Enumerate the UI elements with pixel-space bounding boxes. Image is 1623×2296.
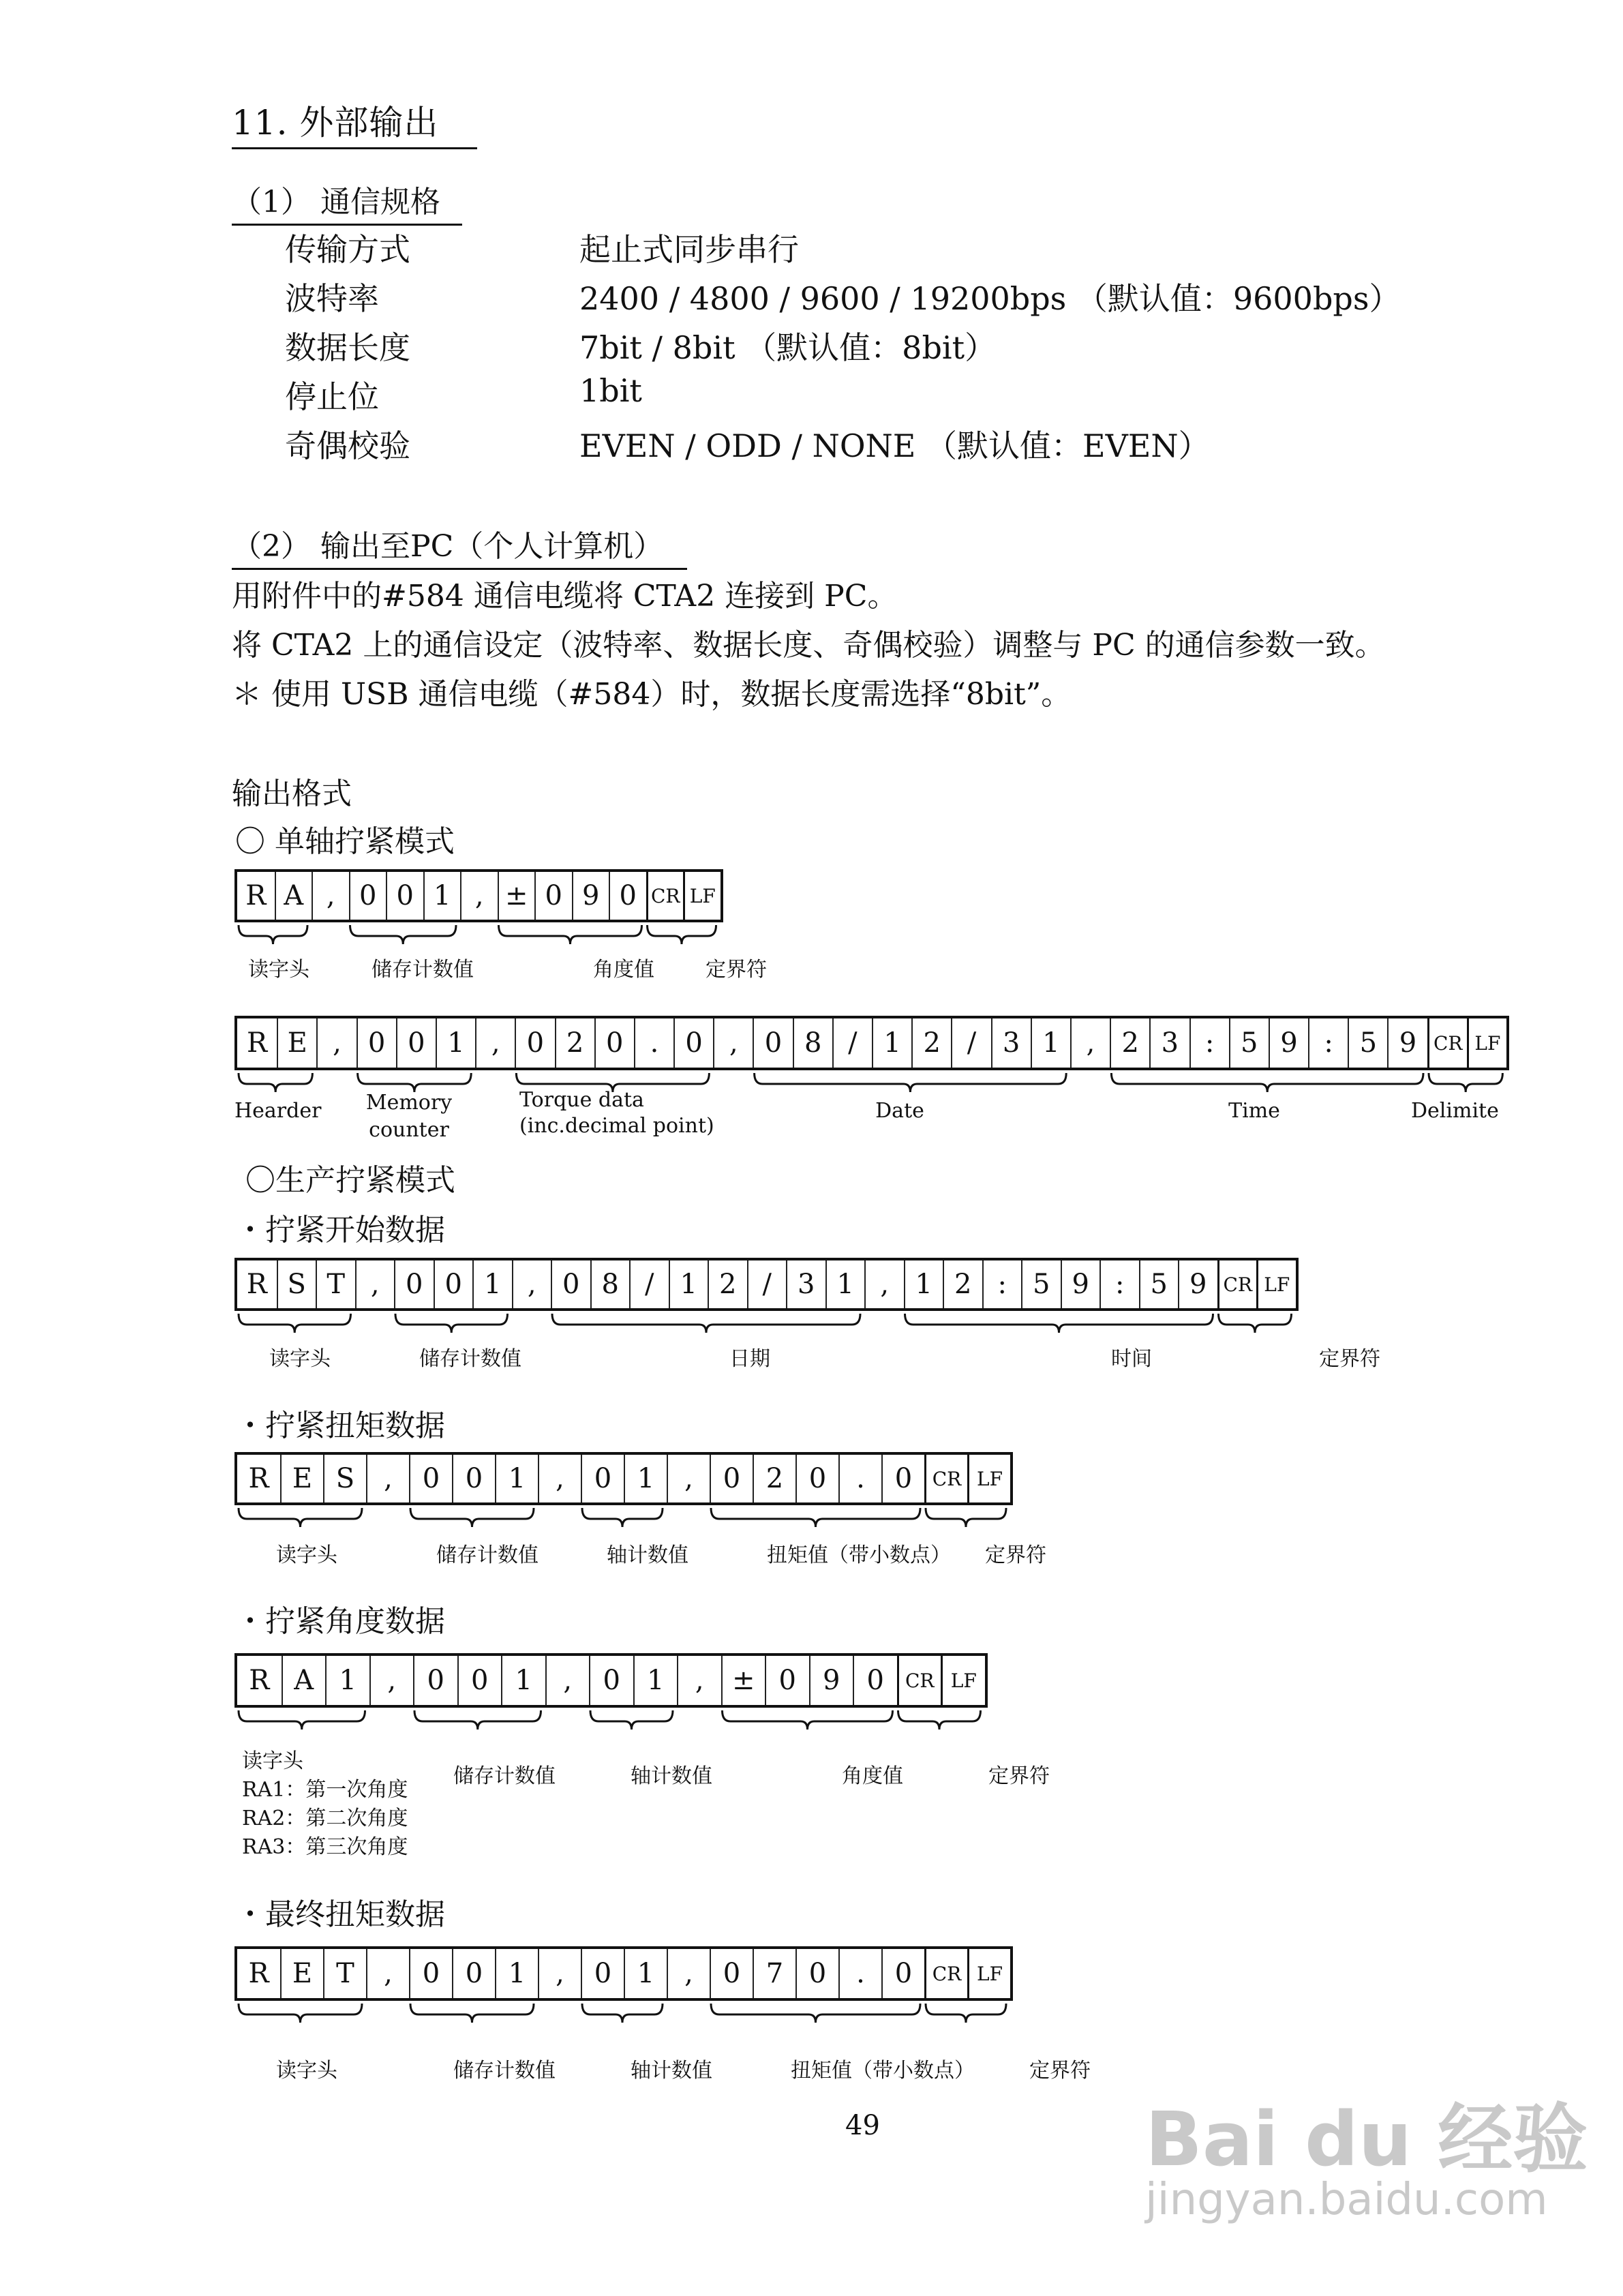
label-memory-en: Memory bbox=[365, 1091, 453, 1115]
frame-cell: , bbox=[677, 1656, 721, 1705]
label-torque: 扭矩值（带小数点） bbox=[767, 1543, 951, 1567]
torque-data-heading: ・拧紧扭矩数据 bbox=[235, 1408, 445, 1443]
frame-cell: 5 bbox=[1348, 1018, 1387, 1068]
label-header: 读字头 bbox=[242, 1749, 303, 1773]
frame-cell: , bbox=[366, 1949, 409, 1998]
frame-cell: R bbox=[247, 1027, 268, 1059]
spec-value: 7bit / 8bit （默认值：8bit） bbox=[579, 329, 997, 366]
field-brace bbox=[239, 1508, 362, 1527]
frame-cell: 1 bbox=[495, 1455, 538, 1502]
frame-cell: E bbox=[280, 1949, 323, 1998]
frame-cell: 0 bbox=[413, 1656, 457, 1705]
frame-cell: / bbox=[951, 1018, 990, 1068]
frame-cell: 1 bbox=[904, 1260, 943, 1308]
section2-heading: （2） 输出至PC（个人计算机） bbox=[232, 522, 687, 570]
frame-cell: 5 bbox=[1139, 1260, 1179, 1308]
frame-cell: , bbox=[1070, 1018, 1110, 1068]
frame-control-cell: CR bbox=[924, 1949, 967, 1998]
label-delimiter: 定界符 bbox=[985, 1543, 1046, 1567]
frame-cell: 0 bbox=[881, 1455, 924, 1502]
spec-label: 奇偶校验 bbox=[285, 427, 410, 464]
frame-cell: 0 bbox=[349, 872, 386, 920]
frame-cell: : bbox=[1099, 1260, 1139, 1308]
frame-cell: 0 bbox=[581, 1455, 624, 1502]
spec-label: 波特率 bbox=[285, 280, 379, 317]
page-title: 11. 外部输出 bbox=[232, 95, 477, 149]
label-memory-counter: 储存计数值 bbox=[436, 1543, 539, 1567]
start-data-heading: ・拧紧开始数据 bbox=[235, 1213, 445, 1248]
label-torque: 扭矩值（带小数点） bbox=[791, 2059, 975, 2083]
frame-cell: 0 bbox=[452, 1949, 495, 1998]
frame-cell: 9 bbox=[1178, 1260, 1217, 1308]
frame-cell: 2 bbox=[753, 1455, 795, 1502]
paragraph-line: ＊ 使用 USB 通信电缆（#584）时，数据长度需选择“8bit”。 bbox=[232, 677, 1072, 712]
label-ra1-note: RA1：第一次角度 bbox=[242, 1778, 408, 1802]
frame-cell: 0 bbox=[409, 1455, 452, 1502]
label-decimal-en: (inc.decimal point) bbox=[519, 1114, 714, 1138]
frame-cell: , bbox=[369, 1656, 414, 1705]
label-date: 日期 bbox=[729, 1347, 770, 1371]
frame-cell: 0 bbox=[795, 1949, 838, 1998]
frame-cell: 0 bbox=[357, 1018, 396, 1068]
frame-cell: : bbox=[1308, 1018, 1348, 1068]
label-delimiter: 定界符 bbox=[1319, 1347, 1380, 1371]
frame-cell: 2 bbox=[555, 1018, 594, 1068]
frame-cell: 0 bbox=[452, 1455, 495, 1502]
field-brace bbox=[898, 1710, 981, 1729]
frame-cell: , bbox=[460, 872, 498, 920]
paragraph-line: 用附件中的#584 通信电缆将 CTA2 连接到 PC。 bbox=[232, 579, 898, 614]
field-brace bbox=[926, 2004, 1006, 2023]
frame-cell: , bbox=[366, 1455, 409, 1502]
spec-value: 起止式同步串行 bbox=[579, 231, 799, 268]
field-brace bbox=[905, 1314, 1213, 1333]
field-brace bbox=[350, 925, 457, 944]
label-ra2-note: RA2：第二次角度 bbox=[242, 1807, 408, 1830]
frame-cell: 9 bbox=[809, 1656, 853, 1705]
frame-cell: 0 bbox=[409, 1949, 452, 1998]
frame-cell: . bbox=[634, 1018, 673, 1068]
frame-cell: , bbox=[475, 1018, 515, 1068]
field-brace bbox=[410, 1508, 534, 1527]
label-header: 读字头 bbox=[269, 1347, 331, 1371]
frame-ra1 bbox=[234, 1653, 988, 1708]
label-axis-counter: 轴计数值 bbox=[631, 2059, 712, 2083]
frame-cell: 9 bbox=[1387, 1018, 1427, 1068]
frame-res bbox=[234, 1452, 1013, 1505]
frame-cell: 7 bbox=[753, 1949, 795, 1998]
single-mode-heading: 〇 单轴拧紧模式 bbox=[235, 824, 455, 859]
field-brace bbox=[590, 1710, 673, 1729]
frame-cell: 2 bbox=[708, 1260, 747, 1308]
frame-cell: 1 bbox=[872, 1018, 911, 1068]
label-delimiter: 定界符 bbox=[988, 1764, 1050, 1788]
production-mode-heading: 〇生产拧紧模式 bbox=[245, 1163, 455, 1198]
spec-label: 传输方式 bbox=[285, 231, 410, 268]
frame-cell: ± bbox=[498, 872, 535, 920]
frame-cell: 0 bbox=[710, 1949, 753, 1998]
frame-control-cell: CR bbox=[1217, 1260, 1257, 1308]
frame-cell: 0 bbox=[457, 1656, 502, 1705]
field-brace bbox=[1111, 1073, 1423, 1092]
frame-cell: T bbox=[316, 1260, 355, 1308]
frame-cell: 0 bbox=[551, 1260, 590, 1308]
field-brace bbox=[395, 1314, 508, 1333]
label-counter-en: counter bbox=[369, 1118, 449, 1142]
frame-cell: / bbox=[747, 1260, 787, 1308]
frame-control-cell: LF bbox=[1256, 1260, 1296, 1308]
frame-cell: 0 bbox=[753, 1018, 792, 1068]
frame-cell: 5 bbox=[1229, 1018, 1269, 1068]
page-number: 49 bbox=[845, 2110, 880, 2141]
output-format-heading: 输出格式 bbox=[232, 776, 352, 811]
frame-cell: 1 bbox=[624, 1455, 667, 1502]
frame-cell: , bbox=[312, 872, 349, 920]
frame-cell: , bbox=[667, 1455, 710, 1502]
frame-cell: 0 bbox=[589, 1656, 633, 1705]
spec-value: 2400 / 4800 / 9600 / 19200bps （默认值：9600bps） bbox=[579, 280, 1401, 317]
frame-cell: 8 bbox=[590, 1260, 630, 1308]
frame-cell: . bbox=[838, 1455, 881, 1502]
label-angle: 角度值 bbox=[593, 958, 654, 982]
field-brace bbox=[755, 1073, 1067, 1092]
field-brace bbox=[711, 1508, 920, 1527]
angle-data-heading: ・拧紧角度数据 bbox=[235, 1604, 445, 1639]
field-brace bbox=[239, 2004, 362, 2023]
frame-cell: , bbox=[667, 1949, 710, 1998]
frame-cell: ± bbox=[721, 1656, 765, 1705]
frame-cell: 1 bbox=[495, 1949, 538, 1998]
frame-cell: 0 bbox=[394, 1260, 434, 1308]
frame-cell: 0 bbox=[594, 1018, 634, 1068]
frame-cell: , bbox=[545, 1656, 590, 1705]
frame-cell: 9 bbox=[1269, 1018, 1308, 1068]
frame-cell: R bbox=[248, 1958, 269, 1989]
frame-cell: 8 bbox=[793, 1018, 832, 1068]
frame-cell: , bbox=[316, 1018, 356, 1068]
frame-cell: : bbox=[982, 1260, 1022, 1308]
label-time: 时间 bbox=[1111, 1347, 1152, 1371]
frame-cell: 1 bbox=[325, 1656, 369, 1705]
frame-control-cell: CR bbox=[924, 1455, 967, 1502]
frame-cell: , bbox=[538, 1949, 581, 1998]
frame-cell: 1 bbox=[472, 1260, 512, 1308]
frame-cell: S bbox=[277, 1260, 316, 1308]
frame-cell: A bbox=[275, 872, 312, 920]
frame-ret bbox=[234, 1946, 1013, 2001]
frame-cell: 0 bbox=[515, 1018, 554, 1068]
frame-cell: 0 bbox=[795, 1455, 838, 1502]
field-brace bbox=[239, 1073, 312, 1092]
frame-cell: 5 bbox=[1021, 1260, 1061, 1308]
spec-label: 停止位 bbox=[285, 378, 379, 415]
frame-cell: E bbox=[277, 1018, 316, 1068]
label-date-en: Date bbox=[875, 1099, 924, 1123]
frame-cell: A bbox=[282, 1656, 326, 1705]
spec-value: EVEN / ODD / NONE （默认值：EVEN） bbox=[579, 427, 1210, 464]
frame-control-cell: LF bbox=[941, 1656, 985, 1705]
spec-value: 1bit bbox=[579, 372, 642, 409]
frame-cell: S bbox=[323, 1455, 366, 1502]
frame-cell: 1 bbox=[436, 1018, 475, 1068]
frame-cell: 1 bbox=[1031, 1018, 1070, 1068]
frame-cell: 1 bbox=[624, 1949, 667, 1998]
frame-cell: 9 bbox=[572, 872, 609, 920]
frame-cell: 1 bbox=[423, 872, 461, 920]
frame-control-cell: CR bbox=[1427, 1018, 1467, 1068]
frame-cell: R bbox=[246, 1269, 267, 1300]
label-delimiter: 定界符 bbox=[706, 958, 767, 982]
frame-cell: / bbox=[832, 1018, 872, 1068]
label-axis-counter: 轴计数值 bbox=[607, 1543, 688, 1567]
frame-cell: , bbox=[538, 1455, 581, 1502]
watermark-logo: Bai du 经验 bbox=[1145, 2096, 1588, 2183]
label-angle: 角度值 bbox=[842, 1764, 903, 1788]
paragraph-line: 将 CTA2 上的通信设定（波特率、数据长度、奇偶校验）调整与 PC 的通信参数一致。 bbox=[232, 628, 1385, 663]
label-header: 读字头 bbox=[276, 2059, 337, 2083]
frame-cell: , bbox=[512, 1260, 551, 1308]
frame-cell: 2 bbox=[1110, 1018, 1149, 1068]
label-memory-counter: 储存计数值 bbox=[419, 1347, 521, 1371]
field-brace bbox=[552, 1314, 860, 1333]
frame-cell: 0 bbox=[609, 872, 646, 920]
label-time-en: Time bbox=[1228, 1099, 1280, 1123]
field-brace bbox=[499, 925, 642, 944]
frame-cell: R bbox=[249, 1665, 270, 1696]
frame-cell: 0 bbox=[581, 1949, 624, 1998]
label-header: 读字头 bbox=[248, 958, 309, 982]
spec-label: 数据长度 bbox=[285, 329, 410, 366]
frame-control-cell: LF bbox=[683, 872, 721, 920]
frame-cell: 1 bbox=[501, 1656, 545, 1705]
frame-control-cell: LF bbox=[1467, 1018, 1506, 1068]
field-brace bbox=[582, 2004, 663, 2023]
frame-control-cell: LF bbox=[967, 1455, 1010, 1502]
label-ra3-note: RA3：第三次角度 bbox=[242, 1835, 408, 1859]
field-brace bbox=[410, 2004, 534, 2023]
label-delimiter-en: Delimite bbox=[1411, 1099, 1499, 1123]
frame-cell: 0 bbox=[434, 1260, 473, 1308]
frame-cell: 0 bbox=[386, 872, 423, 920]
frame-cell: . bbox=[838, 1949, 881, 1998]
frame-cell: : bbox=[1189, 1018, 1229, 1068]
field-brace bbox=[1429, 1073, 1502, 1092]
field-brace bbox=[648, 925, 716, 944]
field-brace bbox=[358, 1073, 472, 1092]
frame-cell: 0 bbox=[396, 1018, 436, 1068]
frame-cell: , bbox=[355, 1260, 395, 1308]
frame-cell: 0 bbox=[765, 1656, 809, 1705]
frame-cell: 0 bbox=[881, 1949, 924, 1998]
frame-cell: 2 bbox=[943, 1260, 982, 1308]
label-header: 读字头 bbox=[276, 1543, 337, 1567]
label-memory-counter: 储存计数值 bbox=[453, 1764, 556, 1788]
frame-cell: 0 bbox=[853, 1656, 897, 1705]
frame-cell: R bbox=[245, 880, 267, 911]
frame-cell: R bbox=[248, 1463, 269, 1494]
watermark-url: jingyan.baidu.com bbox=[1145, 2175, 1548, 2225]
frame-cell: 1 bbox=[669, 1260, 708, 1308]
field-brace bbox=[1219, 1314, 1292, 1333]
final-torque-heading: ・最终扭矩数据 bbox=[235, 1897, 445, 1932]
frame-cell: 0 bbox=[534, 872, 572, 920]
label-header-en: Hearder bbox=[234, 1099, 322, 1123]
frame-cell: , bbox=[864, 1260, 904, 1308]
frame-cell: 2 bbox=[911, 1018, 951, 1068]
frame-control-cell: CR bbox=[646, 872, 684, 920]
frame-cell: 3 bbox=[1149, 1018, 1189, 1068]
frame-control-cell: CR bbox=[897, 1656, 941, 1705]
frame-cell: 0 bbox=[710, 1455, 753, 1502]
field-brace bbox=[239, 1314, 351, 1333]
frame-cell: 1 bbox=[633, 1656, 678, 1705]
field-brace bbox=[582, 1508, 663, 1527]
frame-cell: T bbox=[323, 1949, 366, 1998]
frame-rst bbox=[234, 1258, 1299, 1311]
field-brace bbox=[239, 925, 307, 944]
frame-cell: , bbox=[713, 1018, 753, 1068]
frame-re bbox=[234, 1016, 1509, 1070]
label-memory-counter: 储存计数值 bbox=[453, 2059, 556, 2083]
label-torque-en: Torque data bbox=[519, 1088, 644, 1112]
frame-cell: 9 bbox=[1061, 1260, 1100, 1308]
frame-cell: E bbox=[280, 1455, 323, 1502]
field-brace bbox=[414, 1710, 541, 1729]
label-memory-counter: 储存计数值 bbox=[371, 958, 474, 982]
field-brace bbox=[239, 1710, 365, 1729]
field-brace bbox=[926, 1508, 1006, 1527]
frame-cell: 3 bbox=[991, 1018, 1031, 1068]
frame-control-cell: LF bbox=[967, 1949, 1010, 1998]
field-brace bbox=[711, 2004, 920, 2023]
section1-heading: （1） 通信规格 bbox=[232, 177, 462, 226]
frame-cell: 3 bbox=[786, 1260, 825, 1308]
frame-cell: 0 bbox=[673, 1018, 713, 1068]
frame-cell: 1 bbox=[825, 1260, 865, 1308]
frame-cell: / bbox=[629, 1260, 669, 1308]
label-axis-counter: 轴计数值 bbox=[631, 1764, 712, 1788]
field-brace bbox=[723, 1710, 893, 1729]
label-delimiter: 定界符 bbox=[1029, 2059, 1091, 2083]
